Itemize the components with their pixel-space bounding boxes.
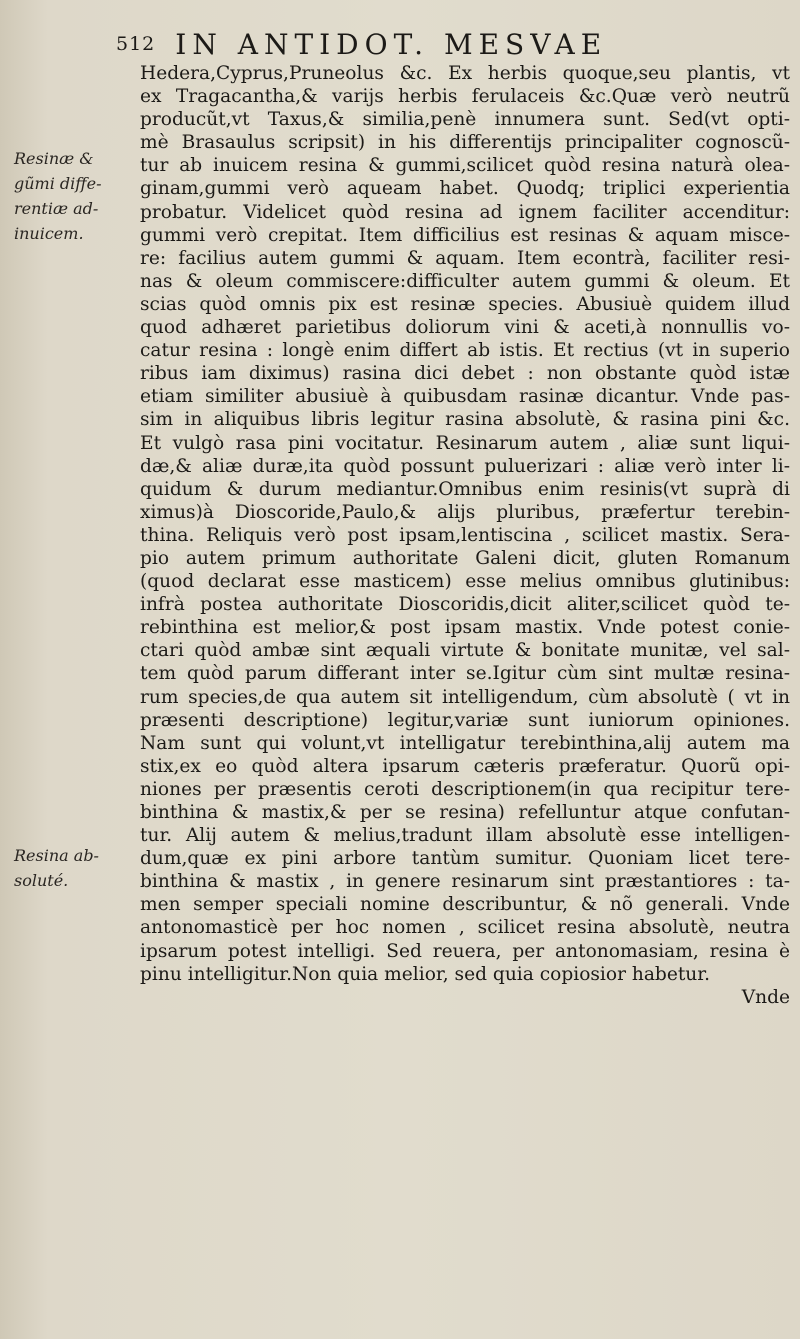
text-line: pinu intelligitur.Non quia melior, sed quia copiosior habetur. (140, 963, 711, 985)
text-line: Nam sunt qui volunt,vt intelligatur terebinthina,alij autem ma (140, 732, 790, 754)
text-line: scias quòd omnis pix est resinæ species. Abusiuè quidem illud (140, 293, 790, 315)
text-line: tur ab inuicem resina & gummi,scilicet quòd resina naturà olea- (140, 155, 790, 177)
margin-note-line: soluté. (14, 871, 69, 890)
text-line: ipsarum potest intelligi. Sed reuera, per antonomasiam, resina è (140, 940, 790, 962)
text-line: rum species,de qua autem sit intelligendum, cùm absolutè ( vt in (140, 686, 790, 708)
text-line: ctari quòd ambæ sint æquali virtute & bonitate munitæ, vel sal- (140, 640, 790, 662)
margin-note-line: inuicem. (14, 224, 84, 243)
text-line: binthina & mastix , in genere resinarum sint præstantiores : ta- (140, 871, 790, 893)
text-line: ex Tragacantha,& varijs herbis ferulaceis &c.Quæ verò neutrũ (140, 86, 790, 108)
text-line: producũt,vt Taxus,& similia,penè innumera sunt. Sed(vt opti- (140, 109, 790, 131)
text-line: nas & oleum commiscere:difficulter autem gummi & oleum. Et (140, 270, 790, 292)
text-line: binthina & mastix,& per se resina) refelluntur atque confutan- (140, 802, 790, 823)
text-line: tur. Alij autem & melius,tradunt illam absolutè esse intelligen- (140, 825, 790, 847)
text-line: tem quòd parum differant inter se.Igitur cùm sint multæ resina- (140, 663, 790, 685)
page-number: 512 (116, 33, 156, 55)
text-line: antonomasticè per hoc nomen , scilicet resina absolutè, neutra (140, 917, 790, 939)
text-line: dæ,& aliæ duræ,ita quòd possunt puluerizari : aliæ verò inter li- (140, 455, 790, 477)
text-line: Hedera,Cyprus,Pruneolus &c. Ex herbis quoque,seu plantis, vt (140, 63, 790, 84)
margin-note-line: Resina ab- (14, 846, 99, 865)
text-line: gummi verò crepitat. Item difficilius est resinas & aquam misce- (140, 224, 790, 246)
text-line: mè Brasaulus scripsit) in his differentijs principaliter cognoscũ- (140, 132, 790, 154)
text-line: probatur. Videlicet quòd resina ad ignem faciliter accenditur: (140, 201, 790, 223)
text-line: quidum & durum mediantur.Omnibus enim resinis(vt suprà di (140, 478, 790, 500)
text-line: infrà postea authoritate Dioscoridis,dicit aliter,scilicet quòd te- (140, 594, 790, 616)
text-line: pio autem primum authoritate Galeni dicit, gluten Romanum (140, 547, 790, 569)
text-line: (quod declarat esse masticem) esse melius omnibus glutinibus: (140, 571, 790, 593)
text-line: men semper speciali nomine describuntur, & nõ generali. Vnde (140, 894, 790, 916)
text-line: stix,ex eo quòd altera ipsarum cæteris præferatur. Quorũ opi- (140, 755, 790, 777)
text-line: præsenti descriptione) legitur,variæ sunt iuniorum opiniones. (140, 709, 790, 731)
text-line: etiam similiter abusiuè à quibusdam rasinæ dicantur. Vnde pas- (140, 386, 790, 408)
text-line: sim in aliquibus libris legitur rasina absolutè, & rasina pini &c. (140, 409, 790, 431)
text-line: dum,quæ ex pini arbore tantùm sumitur. Quoniam licet tere- (140, 848, 790, 870)
text-line: Et vulgò rasa pini vocitatur. Resinarum autem , aliæ sunt liqui- (140, 432, 790, 454)
running-title: IN ANTIDOT. MESVAE (175, 27, 608, 61)
page-header (116, 26, 756, 62)
text-line: niones per præsentis ceroti descriptionem(in qua recipitur tere- (140, 778, 790, 800)
text-line: thina. Reliquis verò post ipsam,lentiscina , scilicet mastix. Sera- (140, 524, 790, 546)
catchword: Vnde (741, 986, 790, 1008)
body-text (140, 62, 790, 1009)
text-line: ginam,gummi verò aqueam habet. Quodq; triplici experientia (140, 178, 790, 200)
margin-note-resin-gum (14, 146, 134, 246)
text-line: re: facilius autem gummi & aquam. Item econtrà, faciliter resi- (140, 247, 790, 269)
text-line: rebinthina est melior,& post ipsam mastix. Vnde potest conie- (140, 617, 790, 639)
text-line: quod adhæret parietibus doliorum vini & aceti,à nonnullis vo- (140, 317, 790, 339)
margin-note-resina-absolute (14, 843, 134, 893)
margin-note-line: rentiæ ad- (14, 199, 99, 218)
text-line: ribus iam diximus) rasina dici debet : non obstante quòd istæ (140, 363, 790, 385)
margin-note-line: gũmi diffe- (14, 174, 102, 193)
margin-note-line: Resinæ & (14, 149, 94, 168)
text-line: ximus)à Dioscoride,Paulo,& alijs pluribus, præfertur terebin- (140, 501, 790, 523)
text-line: catur resina : longè enim differt ab istis. Et rectius (vt in superio (140, 340, 790, 362)
